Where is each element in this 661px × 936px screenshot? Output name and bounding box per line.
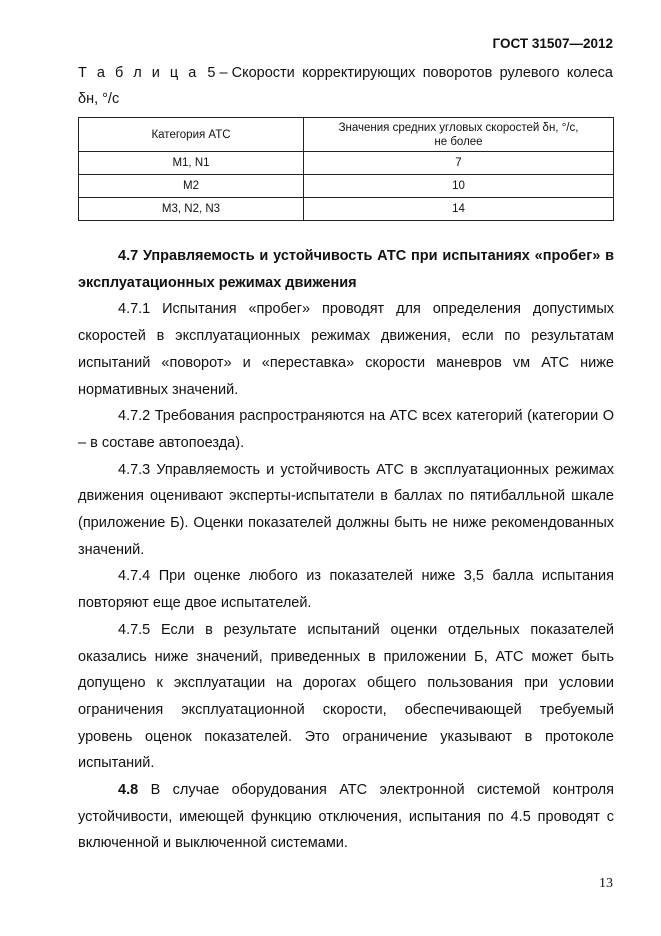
paragraph-4-7-3: 4.7.3 Управляемость и устойчивость АТС в эксплуатационных режимах движения оценивают эксперты-испытатели в баллах по пятибалльной шкале (приложение Б). Оценки показателей должны быть не ниже рекомендованных значений. xyxy=(78,461,614,558)
speed-table xyxy=(78,117,614,221)
caption-word: корректирующих xyxy=(302,65,416,81)
caption-word: поворотов xyxy=(422,65,493,81)
caption-number: 5 xyxy=(207,65,216,81)
category-cell: M1, N1 xyxy=(79,152,304,175)
caption-word: рулевого xyxy=(499,65,560,81)
paragraph-4-8-text: В случае оборудования АТС электронной системой контроля устойчивости, имеющей функцию отключения, испытания по 4.5 проводят с включенной и выключенной системами. xyxy=(78,782,614,852)
paragraph-4-7-5: 4.7.5 Если в результате испытаний оценки отдельных показателей оказались ниже значений, приведенных в приложении Б, АТС может быть допущено к эксплуатации на дорогах общего пользования при условии ограничения эксплуатационной скорости, обеспечивающей требуемый уровень оценок показателей. Это ограничение указывают в протоколе испытаний. xyxy=(78,621,614,772)
paragraph-4-7-1: 4.7.1 Испытания «пробег» проводят для определения допустимых скоростей в эксплуатационных режимах движения, если по результатам испытаний «поворот» и «переставка» скорости маневров vм АТС ниже нормативных значений. xyxy=(78,301,614,398)
table-caption xyxy=(78,60,613,86)
caption-word: Скорости xyxy=(231,65,295,81)
table-row xyxy=(79,175,614,198)
col-header-values-line2: не более xyxy=(434,135,483,148)
category-cell: M2 xyxy=(79,175,304,198)
caption-word: колеса xyxy=(566,65,613,81)
paragraph-4-7-4: 4.7.4 При оценке любого из показателей ниже 3,5 балла испытания повторяют еще двое испытателей. xyxy=(78,568,614,612)
value-cell: 14 xyxy=(304,198,614,221)
section-heading-4-7: 4.7 Управляемость и устойчивость АТС при испытаниях «пробег» в эксплуатационных режимах движения xyxy=(78,248,614,291)
page-number: 13 xyxy=(599,876,613,891)
value-cell: 10 xyxy=(304,175,614,198)
caption-dash: – xyxy=(219,65,228,81)
document-body xyxy=(78,243,614,857)
paragraph-4-8 xyxy=(78,777,614,857)
document-header: ГОСТ 31507—2012 xyxy=(492,36,613,51)
category-cell: M3, N2, N3 xyxy=(79,198,304,221)
col-header-values xyxy=(304,118,614,152)
table-row xyxy=(79,152,614,175)
value-cell: 7 xyxy=(304,152,614,175)
col-header-category: Категория АТС xyxy=(79,118,304,152)
paragraph-4-8-number: 4.8 xyxy=(118,782,139,799)
table-row xyxy=(79,198,614,221)
caption-label: Т а б л и ц а xyxy=(78,65,200,81)
col-header-values-line1: Значения средних угловых скоростей δн, °/с, xyxy=(338,121,579,134)
table-caption-line2: δн, °/с xyxy=(78,91,120,107)
paragraph-4-7-2: 4.7.2 Требования распространяются на АТС всех категорий (категории О – в составе автопоезда). xyxy=(78,408,614,451)
